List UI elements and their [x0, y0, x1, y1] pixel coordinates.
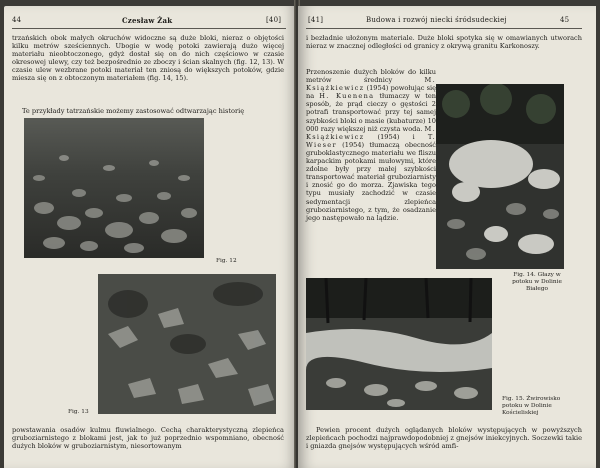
fig-14-caption: Fig. 14. Głazy w potoku w Dolinie Białego — [512, 272, 562, 292]
left-running-head: Czesław Żak — [122, 16, 173, 25]
paragraph-2-tail: (1954) tłumaczą obecność gruboklastycznego materiału we fliszu karpackim potokami mułowymi, które zdolne były przy małej szybkości transportować materiał gruboziarnisty i znosić go do morza. Zjawiska tego typu musiały zachodzić w czasie sedymentacji zlepieńca gruboziarnistego, z tym, że osadzanie jego następowało na lądzie. — [306, 140, 436, 222]
left-bracket-number: [40] — [266, 16, 282, 24]
left-page — [4, 6, 296, 468]
fig-12-photo — [24, 118, 204, 258]
left-paragraph-1: trzańskich obok małych okruchów widoczne są duże bloki, nieraz o objętości kilku metrów sześciennych. Ubogie w wodę potoki zawierają dużo więcej materiału nieobtoczonego, gdyż dostał się on do nich częściowo w czasie okresowej ulewy, czy też bezpośrednio ze zboczy i ścian skalnych (fig. 12, 13). W czasie ulew wezbrane potoki materiał ten zniosą do większych potoków, gdzie miesza się on z obtoczonym materiałem (fig. 14, 15). — [12, 34, 284, 83]
right-running-head: Budowa i rozwój niecki śródsudeckiej — [366, 16, 507, 24]
author-ksiazkiewicz-2: M. Książkiewicz — [306, 124, 436, 141]
author-ksiazkiewicz: M. Książkiewicz — [306, 76, 436, 93]
right-header-rule — [306, 28, 582, 29]
author-wieser: T. Wieser — [306, 132, 436, 149]
fig-13-caption: Fig. 13 — [68, 409, 89, 415]
left-paragraph-3: powstawania osadów kulmu fluwialnego. Cechą charakterystyczną zlepieńca gruboziarnistego z blokami jest, jak to już poprzednio wspomniano, obecność dużych bloków w gruboziarnistym, niesortowanym — [12, 426, 284, 451]
author-kuenen: H. Kuenena — [319, 92, 375, 101]
fig-12-caption: Fig. 12 — [216, 258, 237, 264]
paragraph-2-mid: (1954) powołując się na — [306, 84, 436, 101]
right-page-number: 45 — [560, 16, 570, 24]
right-paragraph-2 — [306, 68, 436, 222]
paragraph-2-join: (1954) i — [377, 132, 415, 141]
fig-15-photo — [306, 278, 492, 410]
paragraph-2-lead: Przenoszenie dużych bloków do kilku metrów średnicy — [306, 68, 436, 85]
right-paragraph-1: i bezładnie ułożonym materiale. Duże bloki spotyka się w omawianych utworach nieraz w znacznej odległości od granicy z okrywą granitu Karkonoszy. — [306, 34, 582, 51]
left-header-rule — [12, 28, 286, 29]
left-page-number: 44 — [12, 16, 22, 24]
fig-13-photo — [98, 274, 276, 414]
right-bracket-number: [41] — [308, 16, 324, 24]
right-paragraph-3: Pewien procent dużych oglądanych bloków występujących w powyższych zlepieńcach pochodzi najprawdopodobniej z gnejsów iniekcyjnych. Soczewki takie i gniazda gnejsów występujących wśród amfi- — [306, 426, 582, 451]
fig-15-caption: Fig. 15. Żwirowisko potoku w Dolinie Kościeliskiej — [502, 396, 561, 416]
left-paragraph-2: Te przykłady tatrzańskie możemy zastosować odtwarzając historię — [22, 107, 245, 115]
paragraph-2-rest: tłumaczy w ten sposób, że prąd cieczy o gęstości 2 potrafi transportować przy tej samej szybkości bloki o masie (kubaturze) 10 000 razy większej niż czysta woda. — [306, 92, 436, 133]
right-page — [298, 6, 596, 468]
fig-14-photo — [436, 84, 564, 269]
